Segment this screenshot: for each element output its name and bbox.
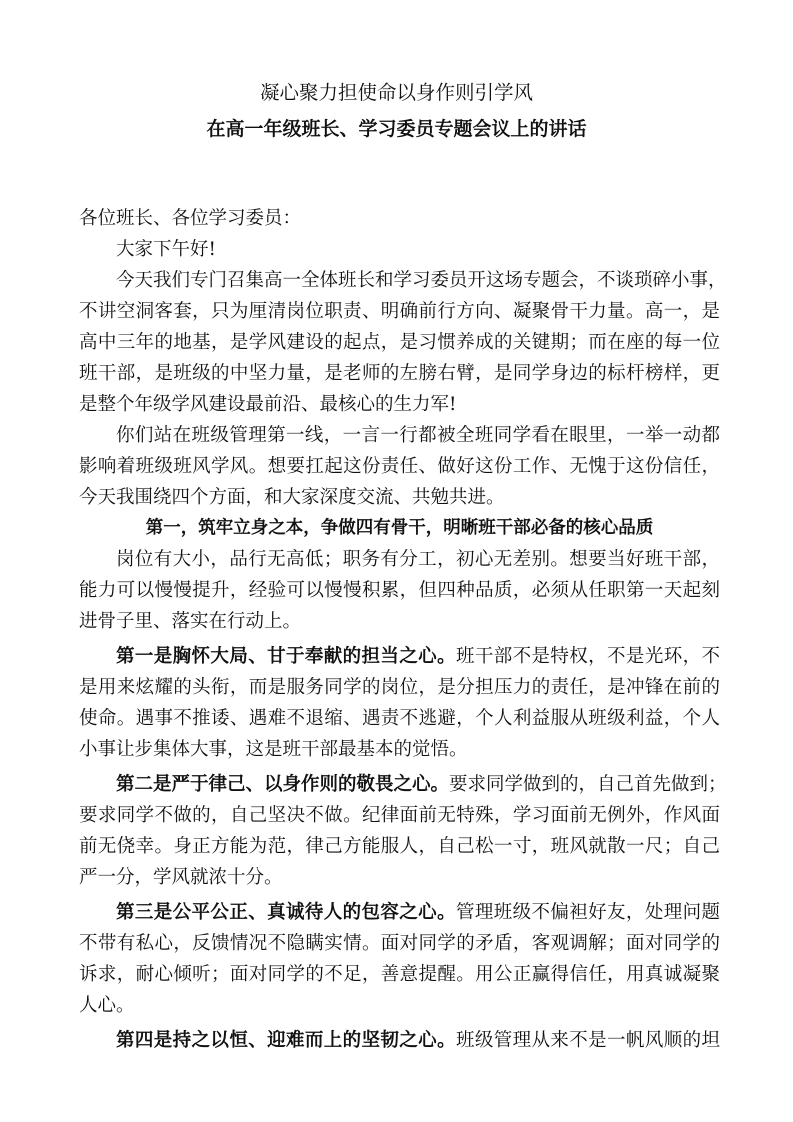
text-line: 能力可以慢慢提升，经验可以慢慢积累，但四种品质，必须从任职第一天起刻: [79, 580, 720, 601]
text-line: [79, 1025, 720, 1056]
text-line: 小事让步集体大事，这是班干部最基本的觉悟。: [79, 739, 468, 760]
text-line: 今天我们专门召集高一全体班长和学习委员开这场专题会，不谈琐碎小事，: [116, 270, 727, 291]
quality-text: 要求同学做到的，自己首先做到；: [449, 774, 727, 795]
text-line: 岗位有大小，品行无高低；职务有分工，初心无差别。想要当好班干部，: [116, 549, 720, 570]
text-line: 使命。遇事不推诿、遇难不退缩、遇责不逃避，个人利益服从班级利益，个人: [79, 708, 720, 729]
salutation: 各位班长、各位学习委员：: [79, 208, 302, 229]
quality-lead: 第四是持之以恒、迎难而上的坚韧之心。: [116, 1030, 456, 1051]
quality-text: 班干部不是特权，不是光环，不: [455, 646, 720, 667]
page-title: 凝心聚力担使命以身作则引学风: [259, 81, 533, 104]
text-line: 人心。: [79, 995, 135, 1016]
paragraph-quality-2: [79, 769, 727, 893]
text-line: [79, 897, 720, 928]
paragraph-intro: [79, 265, 727, 420]
paragraph-quality-3: [79, 897, 720, 1021]
quality-lead: 第二是严于律己、以身作则的敬畏之心。: [116, 774, 450, 795]
paragraph-context: [79, 420, 720, 513]
text-line: 严一分，学风就浓十分。: [79, 867, 283, 888]
text-line: 影响着班级班风学风。想要扛起这份责任、做好这份工作、无愧于这份信任，: [79, 456, 720, 477]
quality-lead: 第三是公平公正、真诚待人的包容之心。: [116, 902, 456, 923]
speech-body: [79, 203, 727, 1056]
text-line: 你们站在班级管理第一线，一言一行都被全班同学看在眼里，一举一动都: [116, 425, 720, 446]
quality-lead: 第一是胸怀大局、甘于奉献的担当之心。: [116, 646, 456, 667]
text-line: 班干部，是班级的中坚力量，是老师的左膀右臂，是同学身边的标杆榜样，更: [79, 363, 720, 384]
paragraph-quality-1: [79, 641, 720, 765]
text-line: 不讲空洞客套，只为厘清岗位职责、明确前行方向、凝聚骨干力量。高一，是: [79, 301, 720, 322]
section-heading: 第一，筑牢立身之本，争做四有骨干，明晰班干部必备的核心品质: [145, 518, 654, 538]
text-line: [79, 769, 727, 800]
greeting: 大家下午好!: [116, 239, 216, 260]
page-subtitle: 在高一年级班长、学习委员专题会议上的讲话: [206, 118, 587, 140]
text-line: 诉求，耐心倾听；面对同学的不足，善意提醒。用公正赢得信任，用真诚凝聚: [79, 964, 720, 985]
text-line: [79, 641, 720, 672]
text-line: 不带有私心，反馈情况不隐瞒实情。面对同学的矛盾，客观调解；面对同学的: [79, 933, 720, 954]
text-line: 是用来炫耀的头衔，而是服务同学的岗位，是分担压力的责任，是冲锋在前的: [79, 677, 720, 698]
text-line: 要求同学不做的，自己坚决不做。纪律面前无特殊，学习面前无例外，作风面: [79, 805, 720, 826]
text-line: 高中三年的地基，是学风建设的起点，是习惯养成的关键期；而在座的每一位: [79, 332, 720, 353]
text-line: 是整个年级学风建设最前沿、最核心的生力军!: [79, 394, 457, 415]
paragraph-quality-4: [79, 1025, 720, 1056]
text-line: 前无侥幸。身正方能为范，律己方能服人，自己松一寸，班风就散一尺；自己: [79, 836, 720, 857]
quality-text: 班级管理从来不是一帆风顺的坦: [455, 1030, 720, 1051]
paragraph-qualities-intro: [79, 544, 720, 637]
quality-text: 管理班级不偏袒好友，处理问题: [455, 902, 720, 923]
text-line: 今天我围绕四个方面，和大家深度交流、共勉共进。: [79, 487, 505, 508]
text-line: 进骨子里、落实在行动上。: [79, 611, 302, 632]
